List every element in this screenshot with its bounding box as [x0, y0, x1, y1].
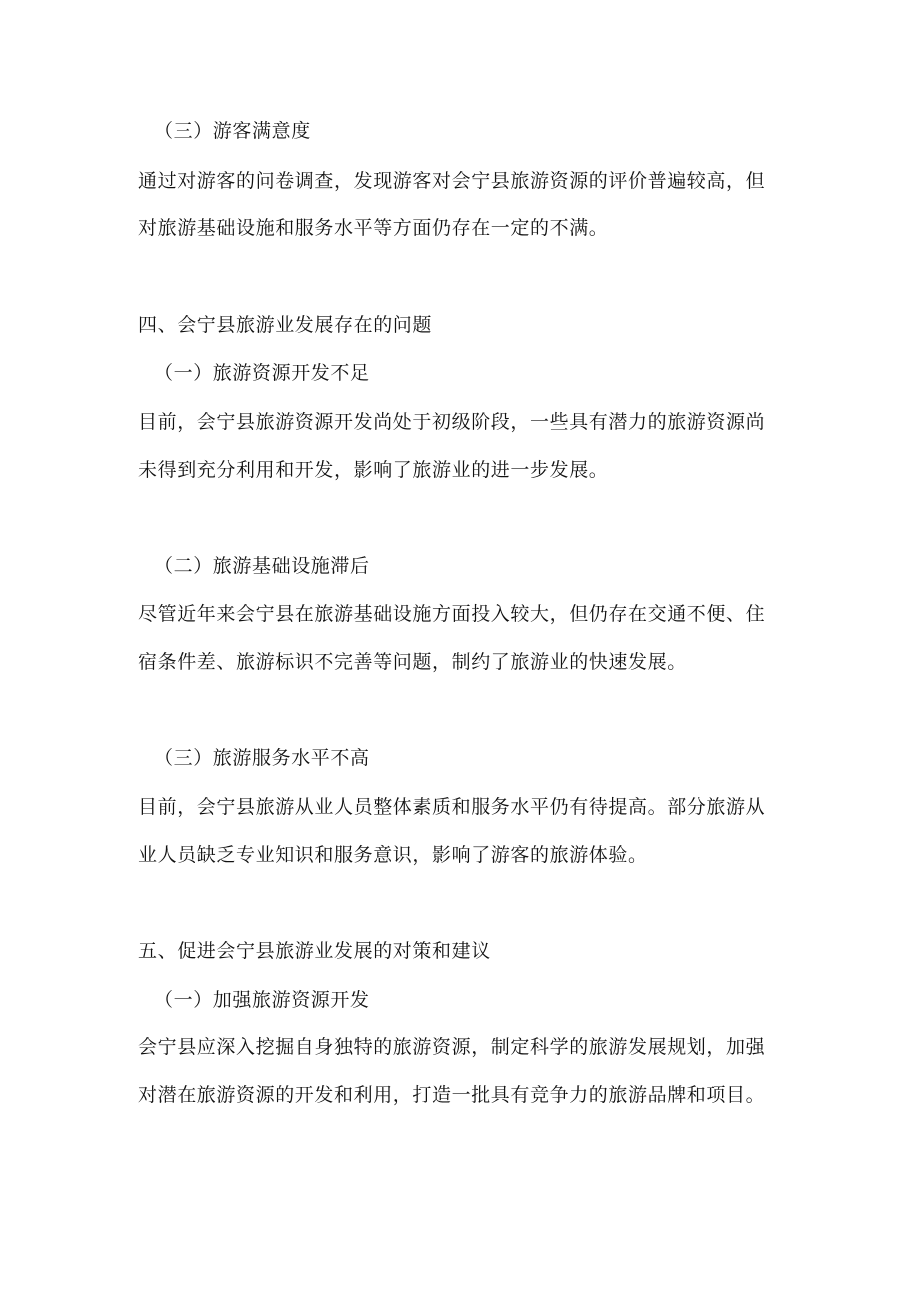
subsection-heading: （三）旅游服务水平不高	[154, 747, 370, 769]
paragraph-line: 对潜在旅游资源的开发和利用，打造一批具有竞争力的旅游品牌和项目。	[138, 1084, 766, 1106]
subsection-heading: （一）加强旅游资源开发	[154, 989, 370, 1011]
section-title: 四、会宁县旅游业发展存在的问题	[138, 314, 433, 336]
paragraph-line: 未得到充分利用和开发，影响了旅游业的进一步发展。	[138, 459, 609, 481]
paragraph-line: 通过对游客的问卷调查，发现游客对会宁县旅游资源的评价普遍较高，但	[138, 170, 766, 192]
paragraph-line: 目前，会宁县旅游从业人员整体素质和服务水平仍有待提高。部分旅游从	[138, 796, 766, 818]
paragraph-line: 目前，会宁县旅游资源开发尚处于初级阶段，一些具有潜力的旅游资源尚	[138, 411, 766, 433]
subsection-heading: （三）游客满意度	[154, 120, 311, 142]
subsection-heading: （一）旅游资源开发不足	[154, 362, 370, 384]
paragraph-line: 业人员缺乏专业知识和服务意识，影响了游客的旅游体验。	[138, 844, 648, 866]
paragraph-line: 会宁县应深入挖掘自身独特的旅游资源，制定科学的旅游发展规划，加强	[138, 1036, 766, 1058]
paragraph-line: 对旅游基础设施和服务水平等方面仍存在一定的不满。	[138, 217, 609, 239]
paragraph-line: 尽管近年来会宁县在旅游基础设施方面投入较大，但仍存在交通不便、住	[138, 603, 766, 625]
section-title: 五、促进会宁县旅游业发展的对策和建议	[138, 940, 491, 962]
subsection-heading: （二）旅游基础设施滞后	[154, 555, 370, 577]
paragraph-line: 宿条件差、旅游标识不完善等问题，制约了旅游业的快速发展。	[138, 651, 687, 673]
